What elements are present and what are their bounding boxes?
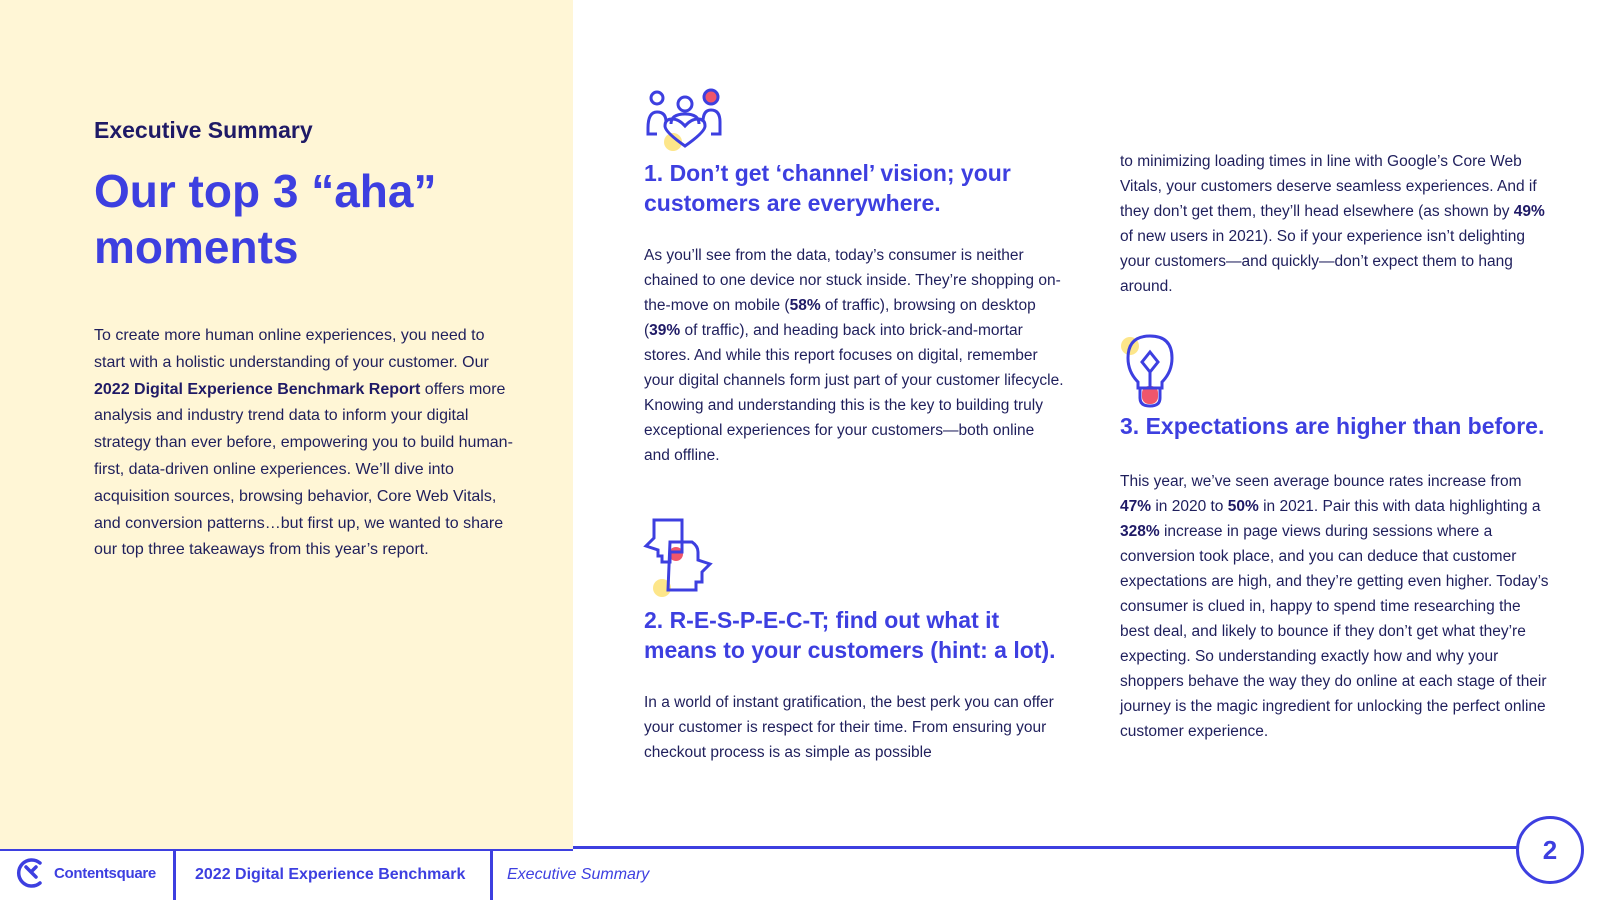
s3-pageviews-stat: 328% [1120,523,1160,540]
section-1-title: 1. Don’t get ‘channel’ vision; your customers are everywhere. [644,160,1011,216]
section-eyebrow: Executive Summary [94,117,313,143]
s1-mobile-stat: 58% [789,297,821,314]
intro-report-name: 2022 Digital Experience Benchmark Report [94,380,421,398]
footer-section-name: Executive Summary [507,866,650,883]
s2c-text-2: of new users in 2021). So if your experience isn’t delighting your customers—and quickly—don’t expect them to hang around. [1120,228,1525,295]
s1-text-2: of traffic), browsing on desktop ( [644,297,1036,339]
footer-divider-left [0,849,573,851]
s3-text-1: This year, we’ve seen average bounce rates increase from [1120,473,1522,490]
footer-divider [573,846,1518,849]
s2c-new-users-stat: 49% [1513,203,1545,220]
s3-text-4: increase in page views during sessions where a conversion took place, and you can deduce that customer expectations are high, and they’re getting even higher. Today’s consumer is clued in, happy to spend time researching the best deal, and likely to bounce if they don’t get what they’re expecting. So understanding exactly how and why your shoppers behave the way they do online at each stage of their journey is the magic ingredient for unlocking the perfect online customer experience. [1120,523,1549,740]
s3-bounce-2020-stat: 47% [1120,498,1152,515]
s3-text-3: in 2021. Pair this with data highlighting a [1258,498,1541,515]
page-title: Our top 3 “aha” moments [94,165,437,273]
s1-text-1: As you’ll see from the data, today’s consumer is neither chained to one device nor stuck inside. They’re shopping on-the-move on mobile ( [644,247,1061,314]
footer-separator [173,849,176,900]
faces-respect-icon [642,516,714,598]
intro-text-2: offers more analysis and industry trend data to inform your digital strategy than ever before, empowering you to build human-first, data-driven online experiences. We’ll dive into acquisition sources, browsing behavior, Core Web Vitals, and conversion patterns…but first up, we wanted to share our top three takeaways from this year’s report. [94,380,513,559]
contentsquare-logo-icon [14,856,48,890]
section-1-body [644,243,1064,468]
footer-separator [490,849,493,900]
intro-paragraph [94,323,514,564]
footer-document-title: 2022 Digital Experience Benchmark [195,866,466,883]
section-3-body [1120,469,1550,744]
s3-bounce-2021-stat: 50% [1227,498,1259,515]
s1-text-3: of traffic), and heading back into brick-and-mortar stores. And while this report focuses on digital, remember your digital channels form just part of your customer lifecycle. Knowing and understanding this is the key to building truly exceptional experiences for your customers—both online and offline. [644,322,1064,464]
brand-name: Contentsquare [54,864,156,882]
s3-text-2: in 2020 to [1151,498,1228,515]
brand-logo[interactable] [14,856,156,890]
s2c-text-1: to minimizing loading times in line with Google’s Core Web Vitals, your customers deserve seamless experiences. And if they don’t get them, they’ll head elsewhere (as shown by [1120,153,1537,220]
section-2-body-continued [1120,149,1550,299]
section-2-title: 2. R-E-S-P-E-C-T; find out what it means to your customers (hint: a lot). [644,607,1056,663]
lightbulb-icon [1120,332,1176,412]
intro-text-1: To create more human online experiences, you need to start with a holistic understanding of your customer. Our [94,327,489,371]
section-3-title: 3. Expectations are higher than before. [1120,413,1545,439]
section-2-body: In a world of instant gratification, the best perk you can offer your customer is respect for their time. From ensuring your checkout process is as simple as possible [644,694,1054,761]
page-number: 2 [1516,816,1584,884]
s1-desktop-stat: 39% [649,322,681,339]
people-heart-icon [645,88,725,154]
